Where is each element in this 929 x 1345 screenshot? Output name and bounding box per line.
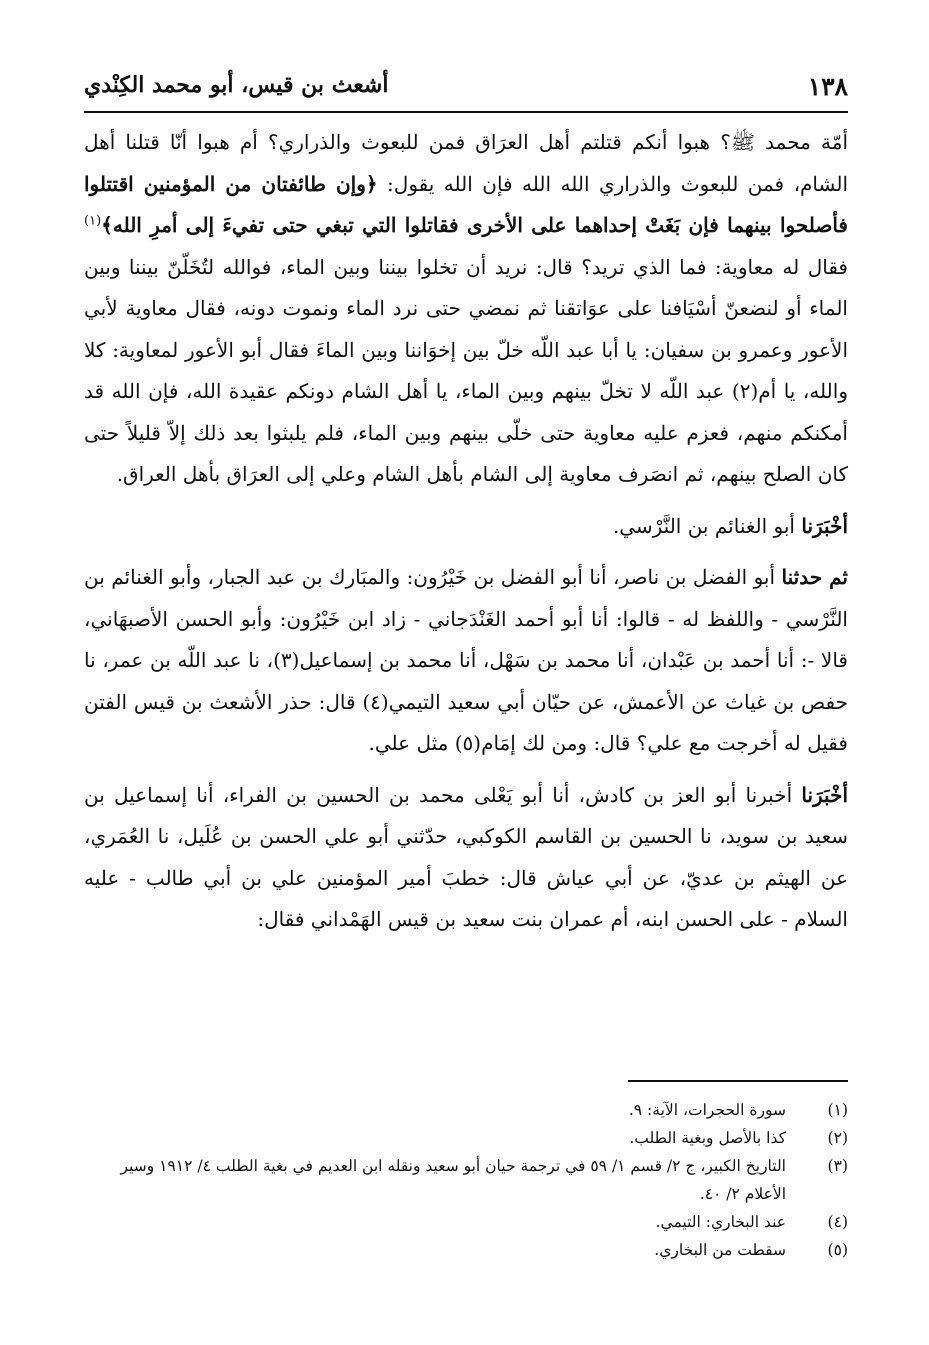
footnote	[84, 1208, 848, 1236]
paragraph	[84, 557, 848, 765]
footnote	[84, 1236, 848, 1264]
paragraph-text: أخبرنا أبو العز بن كادش، أنا أبو يَعْلى محمد بن الحسين بن الفراء، أنا إسماعيل بن سعيد بن سويد، نا الحسين بن القاسم الكوكبي، حدّثني أبو علي الحسن بن عُلَيل، نا العُمَري، عن الهيثم بن عديّ، عن أبي عياش قال: خطبَ أمير المؤمنين علي بن أبي طالب - عليه السلام - على الحسن ابنه، أم عمران بنت سعيد بن قيس الهَمْداني فقال:	[84, 782, 848, 931]
footnote-text: التاريخ الكبير، ج ٢/ قسم ١/ ٥٩ في ترجمة حيان أبو سعيد ونقله ابن العديم في بغية الطلب ٤/ ١٩١٢ وسير الأعلام ٢/ ٤٠.	[120, 1157, 786, 1203]
paragraph	[84, 775, 848, 941]
footnote	[84, 1124, 848, 1152]
paragraph-text: فقال له معاوية: فما الذي تريد؟ قال: نريد أن تخلوا بيننا وبين الماء، فوالله لتُخَلّنّ بيننا وبين الماء أو لنضعنّ أسْيَافنا على عوَاتقنا ثم نمضي حتى نرد الماء ونموت دونه، فقال معاوية لأبي الأعور وعمرو بن سفيان: يا أبا عبد اللّه خلّ بين إخوَاننا وبين الماءَ فقال أبو الأعور لمعاوية: كلا والله، يا أم(٢) عبد اللّه لا تخلّ بينهم وبين الماء، يا أهل الشام دونكم عقيدة الله، فإن الله قد أمكنكم منهم، فعزم عليه معاوية حتى خلّى بينهم وبين الماء، فلم يلبثوا بعد ذلك إلاّ قليلاً حتى كان الصلح بينهم، ثم انصَرف معاوية إلى الشام بأهل الشام وعلي إلى العرَاق بأهل العراق.	[84, 254, 848, 486]
isnad-lead: ثم حدثنا	[781, 565, 848, 589]
footnote-number: (١)	[827, 1101, 848, 1119]
header-rule	[84, 111, 848, 113]
footnote-number: (٥)	[827, 1241, 848, 1259]
footnote-number: (٢)	[827, 1129, 848, 1147]
isnad-lead: أخْبَرَنا	[801, 782, 848, 807]
footnote	[84, 1152, 848, 1208]
paragraph-text: أبو الفضل بن ناصر، أنا أبو الفضل بن خَيْرُون: والمبَارك بن عبد الجبار، وأبو الغنائم بن النَّرْسي - واللفظ له - قالوا: أنا أبو أحمد الغَنْدَجاني - زاد ابن خَيْرُون: وأبو الحسن الأصبهَاني، قالا -: أنا أحمد بن عَبْدان، أنا محمد بن سَهْل، أنا محمد بن إسماعيل(٣)، نا عبد اللّه بن عمر، نا حفص بن غياث عن الأعمش، عن حيّان أبي سعيد التيمي(٤) قال: حذر الأشعث بن قيس الفتن فقيل له أخرجت مع علي؟ قال: ومن لك إمَام(٥) مثل علي.	[84, 565, 848, 755]
page-number: ١٣٨	[807, 72, 848, 101]
footnote-ref: (١)	[84, 213, 102, 229]
main-text	[84, 122, 848, 941]
footnote	[84, 1096, 848, 1124]
footnote-text: عند البخاري: التيمي.	[655, 1213, 786, 1231]
footnote-number: (٤)	[827, 1213, 848, 1231]
page-header	[84, 68, 848, 108]
footnote-text: سقطت من البخاري.	[654, 1241, 786, 1259]
footnote-text: كذا بالأصل وبغية الطلب.	[629, 1129, 786, 1147]
paragraph-text: أمّة محمد ﷺ؟ هبوا أنكم قتلتم أهل العرَاق فمن للبعوث والذراري؟ أم هبوا أنّا قتلنا أهل الشام، فمن للبعوث والذراري الله الله فإن الله يقول:	[84, 130, 849, 196]
footnotes	[84, 1096, 848, 1264]
footnote-number: (٣)	[827, 1157, 848, 1175]
paragraph-text: أبو الغنائم بن النَّرْسي.	[612, 513, 802, 538]
isnad-lead: أخْبَرَنا	[801, 513, 848, 538]
quran-verse: ﴿وإن طائفتان من المؤمنين اقتتلوا فأصلحوا بينهما فإن بَغَتْ إحداهما على الأخرى فقاتلوا التي تبغي حتى تفيءَ إلى أمرِ الله﴾	[84, 171, 848, 237]
footnote-separator	[628, 1080, 848, 1082]
paragraph	[84, 122, 848, 496]
paragraph	[84, 506, 848, 548]
footnote-text: سورة الحجرات، الآية: ٩.	[628, 1101, 786, 1119]
running-title: أشعث بن قيس، أبو محمد الكِنْدي	[84, 72, 389, 98]
